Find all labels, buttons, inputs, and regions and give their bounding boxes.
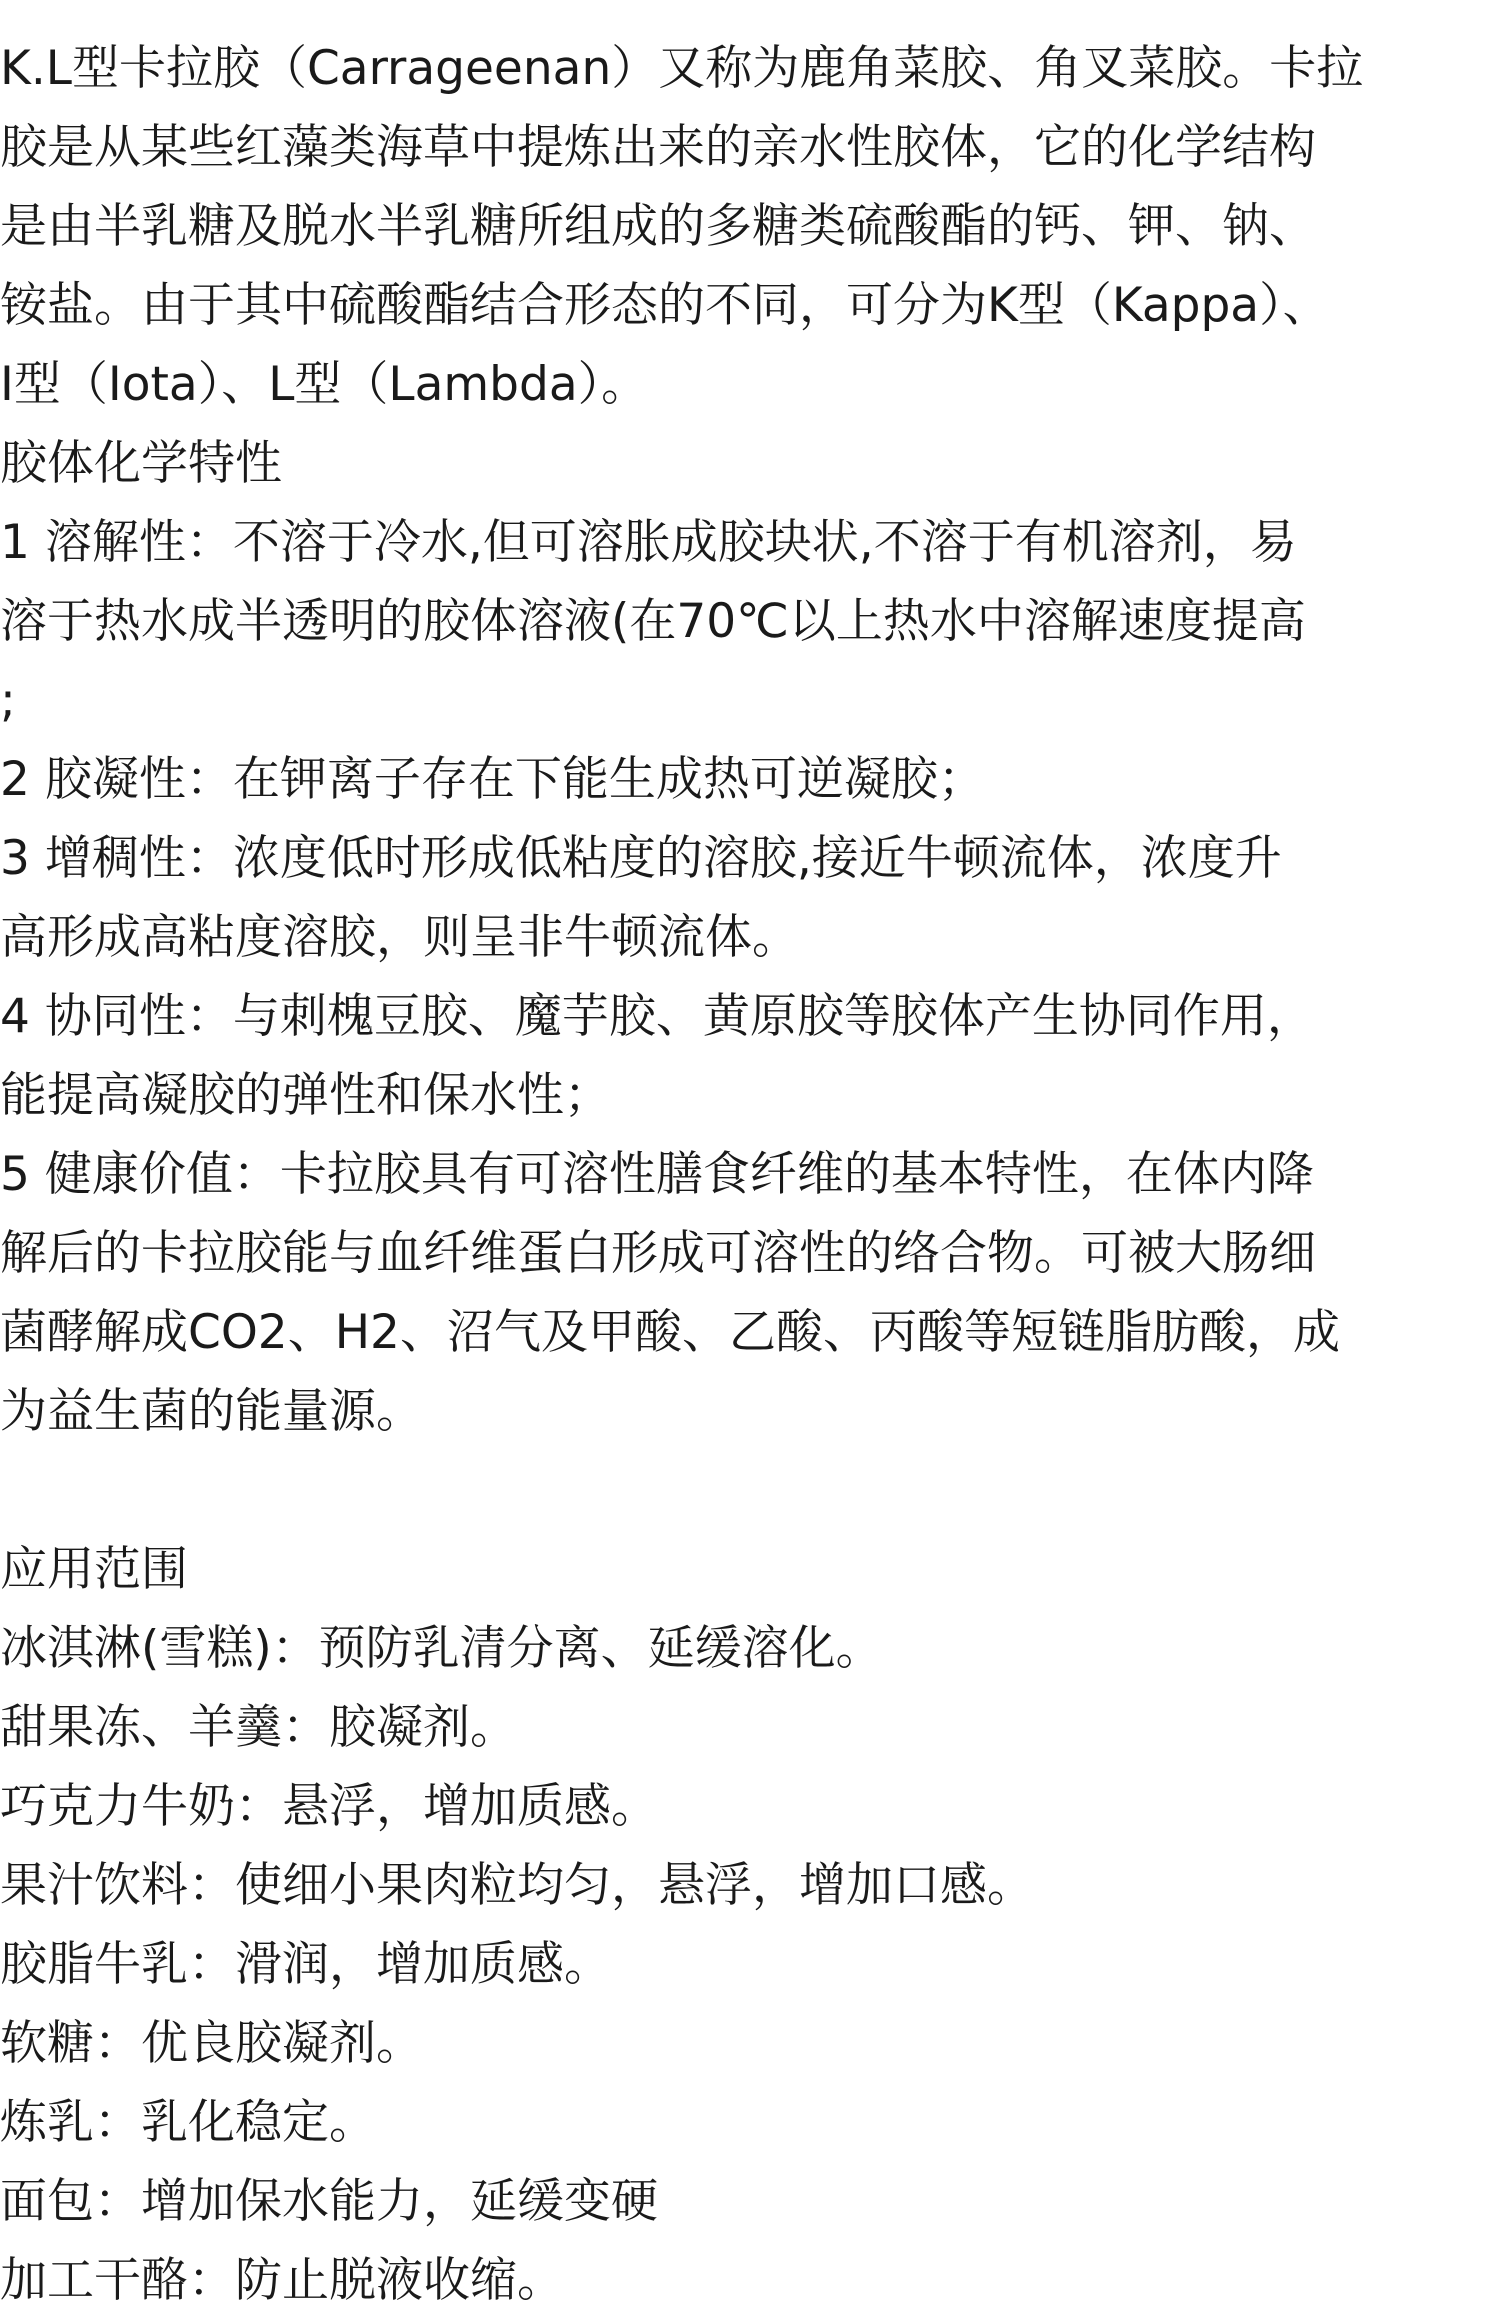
property-line: 能提高凝胶的弹性和保水性；	[0, 1068, 611, 1123]
property-line: 2 胶凝性：在钾离子存在下能生成热可逆凝胶；	[0, 752, 985, 807]
property-line: 5 健康价值：卡拉胶具有可溶性膳食纤维的基本特性，在体内降	[0, 1147, 1314, 1202]
intro-line: 是由半乳糖及脱水半乳糖所组成的多糖类硫酸酯的钙、钾、钠、	[0, 199, 1316, 254]
application-item: 冰淇淋(雪糕)：预防乳清分离、延缓溶化。	[0, 1621, 883, 1676]
property-line: 菌酵解成CO2、H2、沼气及甲酸、乙酸、丙酸等短链脂肪酸，成	[0, 1305, 1340, 1360]
property-line: 1 溶解性：不溶于冷水,但可溶胀成胶块状,不溶于有机溶剂，易	[0, 515, 1297, 570]
intro-line: I型（Iota）、L型（Lambda）。	[0, 357, 649, 412]
application-item: 巧克力牛奶：悬浮，增加质感。	[0, 1779, 658, 1834]
property-line: 溶于热水成半透明的胶体溶液(在70℃以上热水中溶解速度提高	[0, 594, 1306, 649]
intro-line: 铵盐。由于其中硫酸酯结合形态的不同，可分为K型（Kappa）、	[0, 278, 1330, 333]
application-item: 软糖：优良胶凝剂。	[0, 2016, 423, 2071]
intro-line: 胶是从某些红藻类海草中提炼出来的亲水性胶体，它的化学结构	[0, 120, 1316, 175]
property-line: 3 增稠性：浓度低时形成低粘度的溶胶,接近牛顿流体，浓度升	[0, 831, 1282, 886]
property-line: 4 协同性：与刺槐豆胶、魔芋胶、黄原胶等胶体产生协同作用，	[0, 989, 1314, 1044]
application-item: 炼乳：乳化稳定。	[0, 2095, 376, 2150]
application-item: 胶脂牛乳：滑润，增加质感。	[0, 1937, 611, 1992]
property-line: 为益生菌的能量源。	[0, 1384, 423, 1439]
application-item: 果汁饮料：使细小果肉粒均匀，悬浮，增加口感。	[0, 1858, 1034, 1913]
applications-heading: 应用范围	[0, 1542, 188, 1597]
property-line: ;	[0, 673, 16, 728]
application-item: 加工干酪：防止脱液收缩。	[0, 2253, 564, 2308]
application-item: 面包：增加保水能力，延缓变硬	[0, 2174, 658, 2229]
properties-heading: 胶体化学特性	[0, 436, 282, 491]
intro-line: K.L型卡拉胶（Carrageenan）又称为鹿角菜胶、角叉菜胶。卡拉	[0, 41, 1364, 96]
property-line: 高形成高粘度溶胶，则呈非牛顿流体。	[0, 910, 799, 965]
application-item: 甜果冻、羊羹：胶凝剂。	[0, 1700, 517, 1755]
property-line: 解后的卡拉胶能与血纤维蛋白形成可溶性的络合物。可被大肠细	[0, 1226, 1316, 1281]
